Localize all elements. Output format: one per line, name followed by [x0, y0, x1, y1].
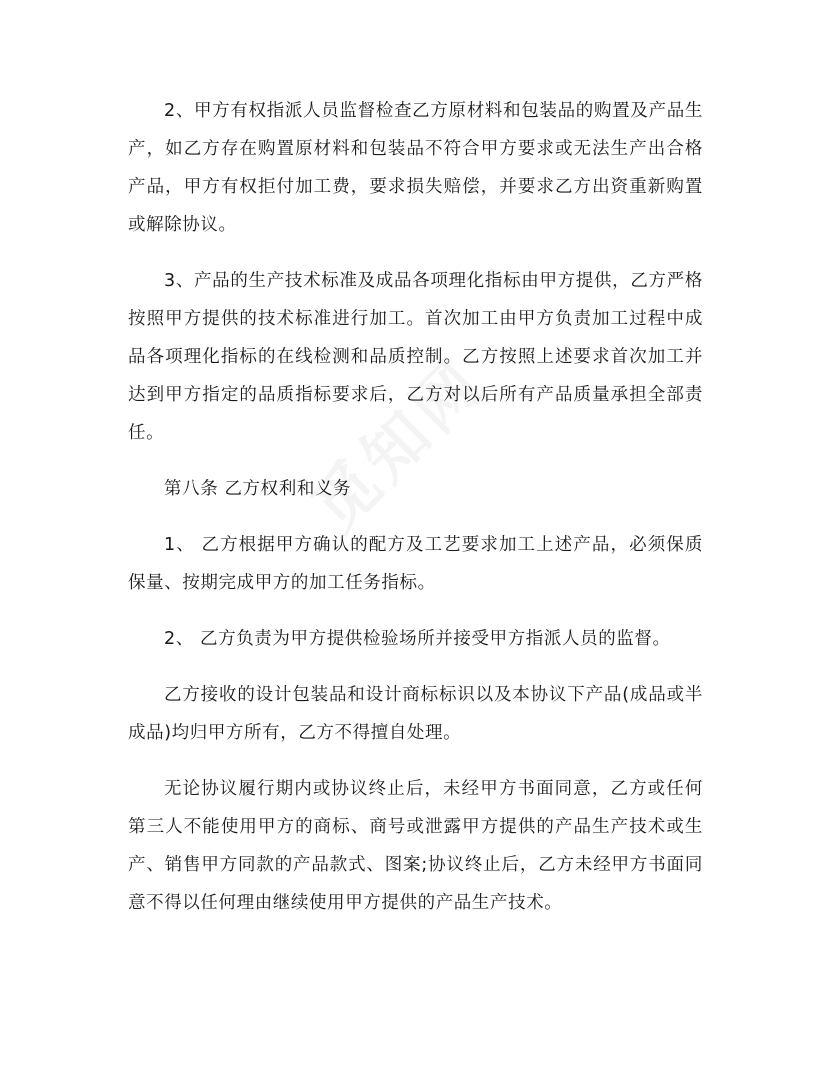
clause-paragraph-1: 2、甲方有权指派人员监督检查乙方原材料和包装品的购置及产品生产，如乙方存在购置原材料和包装品不符合甲方要求或无法生产出合格产品，甲方有权拒付加工费，要求损失赔偿，并要求乙方出资重新购置或解除协议。 [128, 101, 703, 235]
clause-paragraph-2: 3、产品的生产技术标准及成品各项理化指标由甲方提供，乙方严格按照甲方提供的技术标准进行加工。首次加工由甲方负责加工过程中成品各项理化指标的在线检测和品质控制。乙方按照上述要求首次加工并达到甲方指定的品质指标要求后，乙方对以后所有产品质量承担全部责任。 [128, 271, 703, 443]
clause-paragraph-6: 无论协议履行期内或协议终止后，未经甲方书面同意，乙方或任何第三人不能使用甲方的商标、商号或泄露甲方提供的产品生产技术或生产、销售甲方同款的产品款式、图案;协议终止后，乙方未经甲方书面同意不得以任何理由继续使用甲方提供的产品生产技术。 [128, 779, 703, 913]
document-body [128, 92, 703, 922]
clause-paragraph-3: 1、 乙方根据甲方确认的配方及工艺要求加工上述产品，必须保质保量、按期完成甲方的加工任务指标。 [128, 535, 703, 593]
clause-paragraph-5: 乙方接收的设计包装品和设计商标标识以及本协议下产品(成品或半成品)均归甲方所有，乙方不得擅自处理。 [128, 685, 703, 743]
clause-paragraph-4: 2、 乙方负责为甲方提供检验场所并接受甲方指派人员的监督。 [164, 629, 671, 649]
section-heading: 第八条 乙方权利和义务 [164, 479, 352, 499]
